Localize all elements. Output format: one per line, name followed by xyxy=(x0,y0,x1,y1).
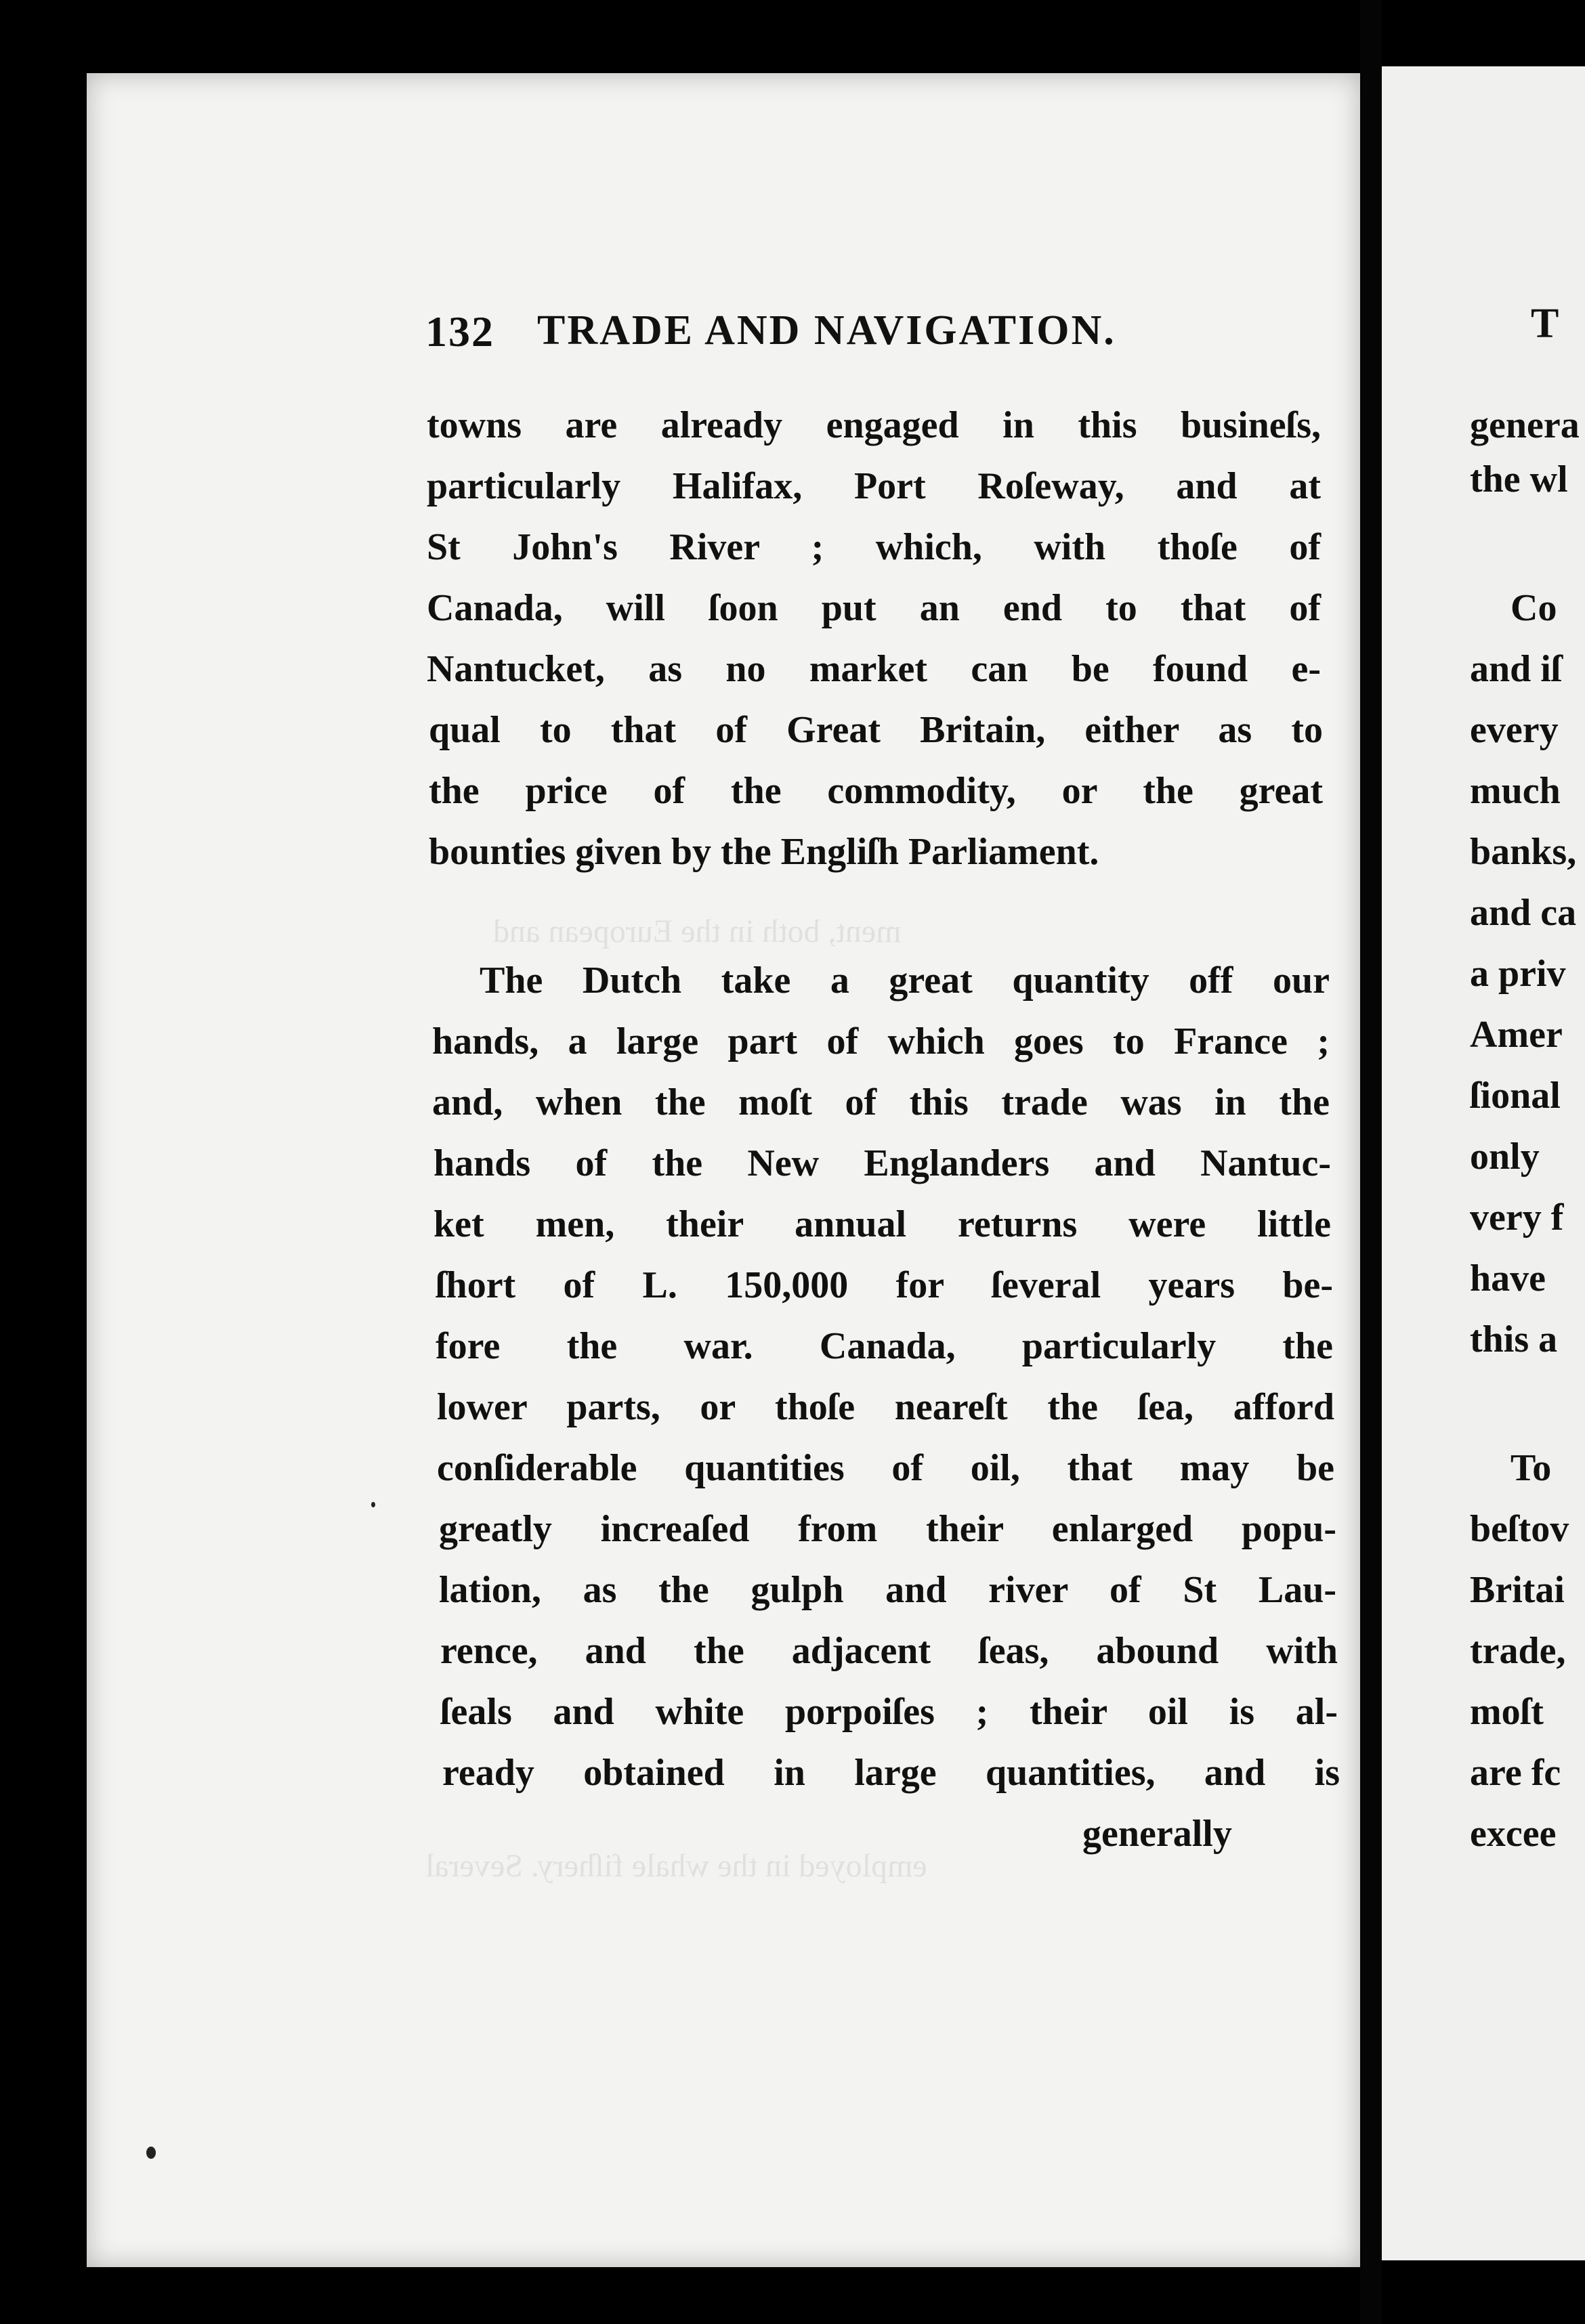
text-line: conſiderable quantities of oil, that may be xyxy=(437,1447,1334,1489)
text-line: beſtov xyxy=(1470,1508,1569,1550)
text-line: The Dutch take a great quantity off our xyxy=(480,960,1330,1002)
text-line: a priv xyxy=(1470,953,1566,995)
text-line: Britai xyxy=(1470,1569,1565,1611)
text-line: banks, xyxy=(1470,831,1577,873)
right-running-title-fragment: T xyxy=(1531,301,1559,347)
text-line: ready obtained in large quantities, and is xyxy=(442,1752,1340,1794)
page-header xyxy=(87,307,1360,368)
text-line: very f xyxy=(1470,1197,1564,1239)
text-line: ſeals and white porpoiſes ; their oil is al- xyxy=(440,1691,1338,1733)
text-line: ſional xyxy=(1470,1075,1561,1117)
text-line: To xyxy=(1510,1447,1552,1489)
text-line: moſt xyxy=(1470,1691,1544,1733)
text-line: bounties given by the Engliſh Parliament. xyxy=(429,831,1099,873)
text-line: excee xyxy=(1470,1813,1557,1855)
text-line: St John's River ; which, with thoſe of xyxy=(427,526,1321,568)
ink-speck xyxy=(371,1502,375,1507)
left-page xyxy=(87,73,1360,2267)
right-page xyxy=(1382,66,1585,2260)
text-line: lation, as the gulph and river of St Lau- xyxy=(439,1569,1336,1611)
text-line: qual to that of Great Britain, either as to xyxy=(429,709,1323,751)
catchword: generally xyxy=(1082,1813,1232,1855)
text-line: rence, and the adjacent ſeas, abound with xyxy=(440,1630,1338,1672)
text-line: Amer xyxy=(1470,1014,1563,1056)
text-line: and, when the moſt of this trade was in the xyxy=(432,1081,1330,1123)
text-line: ſhort of L. 150,000 for ſeveral years be- xyxy=(436,1264,1333,1306)
text-line: have xyxy=(1470,1257,1546,1299)
text-line: Canada, will ſoon put an end to that of xyxy=(427,587,1321,629)
show-through: employed in the whale fiſhery. Several xyxy=(425,1848,927,1884)
text-line: and iſ xyxy=(1470,648,1562,690)
ink-speck xyxy=(146,2147,156,2159)
text-line: much xyxy=(1470,770,1561,812)
page-number: 132 xyxy=(425,307,494,356)
text-line: trade, xyxy=(1470,1630,1566,1672)
text-line: fore the war. Canada, particularly the xyxy=(436,1325,1333,1367)
text-line: towns are already engaged in this busineſs, xyxy=(427,404,1321,446)
text-line: and ca xyxy=(1470,892,1577,934)
text-line: this a xyxy=(1470,1318,1558,1360)
text-line: genera xyxy=(1470,404,1580,446)
text-line: ket men, their annual returns were little xyxy=(434,1203,1331,1245)
text-line: lower parts, or thoſe neareſt the ſea, afford xyxy=(437,1386,1334,1428)
text-line: only xyxy=(1470,1136,1540,1178)
text-line: are fc xyxy=(1470,1752,1561,1794)
show-through: ment, both in the European and xyxy=(493,913,902,949)
text-line: the price of the commodity, or the great xyxy=(429,770,1323,812)
running-title: TRADE AND NAVIGATION. xyxy=(537,307,1116,353)
text-line: the wl xyxy=(1470,458,1568,500)
text-line: particularly Halifax, Port Roſeway, and at xyxy=(427,465,1321,507)
text-line: hands, a large part of which goes to France ; xyxy=(432,1020,1330,1062)
text-line: greatly increaſed from their enlarged popu- xyxy=(439,1508,1336,1550)
page-gutter xyxy=(1360,0,1382,2324)
text-line: Co xyxy=(1510,587,1557,629)
text-line: hands of the New Englanders and Nantuc- xyxy=(434,1142,1331,1184)
text-line: every xyxy=(1470,709,1559,751)
text-line: Nantucket, as no market can be found e- xyxy=(427,648,1321,690)
